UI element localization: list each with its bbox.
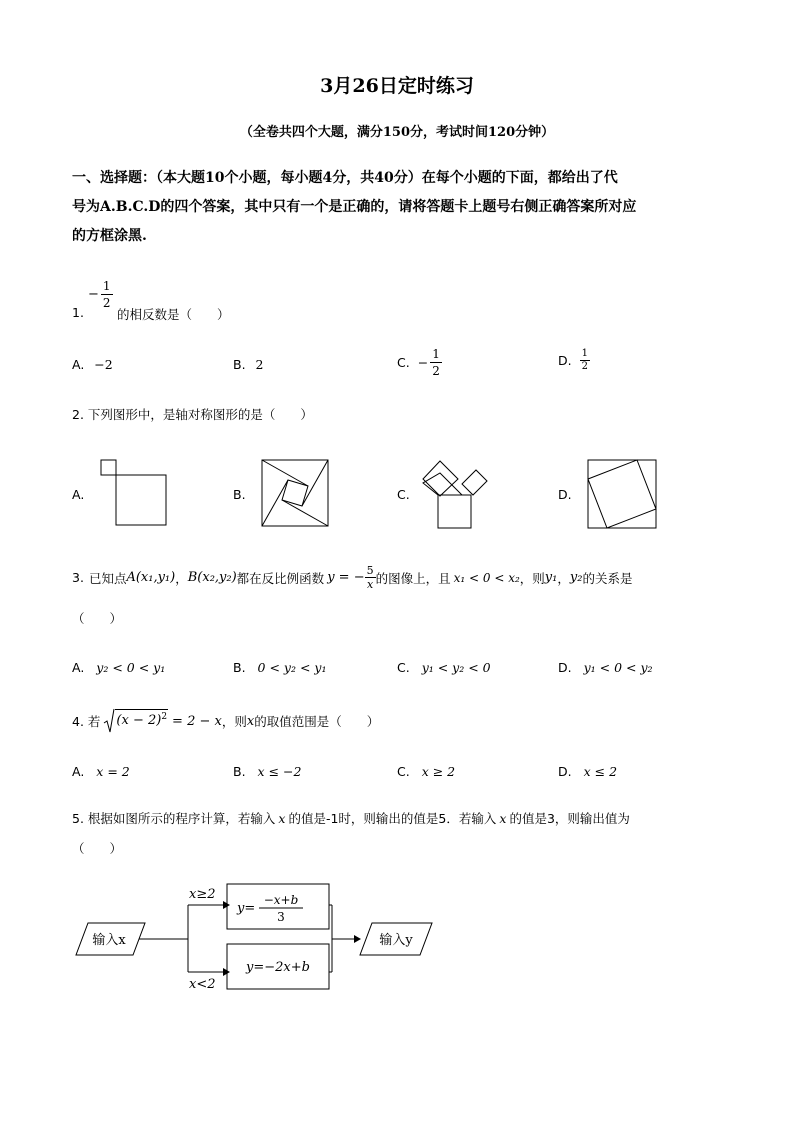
- separator: ，: [175, 570, 188, 586]
- q1-option-b[interactable]: [233, 357, 264, 372]
- question-3-text-6: 的关系是: [582, 570, 633, 586]
- q4-option-a[interactable]: [72, 764, 130, 779]
- left-square-fix: [423, 461, 458, 496]
- question-3-number: 3.: [72, 570, 84, 585]
- radical-sign-icon: [103, 708, 115, 734]
- fraction-denominator: x: [366, 578, 374, 591]
- option-value: x = 2: [96, 764, 130, 779]
- right-square: [462, 470, 487, 495]
- q4-option-c[interactable]: [397, 764, 455, 779]
- fraction-numerator: 1: [581, 348, 588, 359]
- option-letter: B.: [233, 660, 246, 675]
- option-letter: D.: [558, 353, 572, 368]
- question-3-text-3: 的图像上，且: [375, 570, 451, 586]
- base-square: [438, 495, 471, 528]
- x-var: x: [278, 811, 286, 826]
- exam-info: （全卷共四个大题，满分150分，考试时间120分钟）: [239, 125, 555, 140]
- output-label: 输入y: [379, 933, 413, 948]
- fraction-numerator: 1: [432, 347, 440, 361]
- question-5-paren: （ ）: [72, 841, 123, 856]
- y1-var: y₁: [544, 570, 558, 585]
- q1-option-a[interactable]: [72, 357, 113, 372]
- fraction-numerator: 5: [366, 564, 374, 577]
- option-letter: C.: [397, 355, 410, 370]
- condition-top: x≥2: [189, 887, 216, 902]
- question-3-text-2: 都在反比例函数: [236, 570, 325, 586]
- tilted-square: [588, 460, 656, 528]
- question-5-text-3: 的值是3，则输出值为: [509, 811, 630, 826]
- q1-option-c[interactable]: [397, 346, 442, 379]
- pinwheel-line-1: [262, 460, 308, 486]
- section-line-1: 一、选择题：（本大题10个小题，每小题4分，共40分）在每个小题的下面，都给出了代: [72, 170, 618, 186]
- section-line-2: 号为A.B.C.D的四个答案，其中只有一个是正确的，请将答题卡上题号右侧正确答案所对应: [72, 199, 637, 215]
- question-4-text-2: 的取值范围是（ ）: [254, 714, 380, 729]
- question-5-text-1: 5. 根据如图所示的程序计算，若输入: [72, 811, 276, 826]
- fraction-denominator: 2: [581, 361, 588, 372]
- option-value: y₁ < 0 < y₂: [583, 660, 653, 675]
- option-letter: C.: [397, 660, 410, 675]
- option-letter: B.: [233, 357, 246, 372]
- pinwheel-line-4: [262, 480, 288, 526]
- question-1-number: 1.: [72, 305, 84, 320]
- fraction-denominator: 2: [432, 364, 440, 378]
- q3-option-c[interactable]: [397, 660, 491, 675]
- function-lhs: y = −: [327, 570, 365, 585]
- question-4-text-1: ，则: [221, 714, 247, 729]
- top-formula-lhs: y=: [237, 901, 256, 916]
- rhs: = 2 − x: [172, 713, 222, 729]
- question-3-line: [72, 564, 632, 591]
- x-var: x: [246, 713, 255, 729]
- pinwheel-line-2: [302, 460, 328, 506]
- q2-option-d-label[interactable]: D.: [558, 487, 572, 502]
- option-fraction: [430, 346, 442, 379]
- q2-figure-d[interactable]: [585, 457, 659, 531]
- option-value: x ≤ 2: [583, 764, 618, 779]
- x-var: x: [499, 811, 507, 826]
- pinwheel-line-3: [282, 500, 328, 526]
- outer-square: [588, 460, 656, 528]
- option-letter: A.: [72, 357, 85, 372]
- q2-option-a-label[interactable]: A.: [72, 487, 85, 502]
- section-line-3: 的方框涂黑.: [72, 228, 147, 244]
- exponent: 2: [161, 712, 168, 722]
- radicand: (x − 2): [116, 713, 162, 729]
- small-square: [101, 460, 116, 475]
- left-square: [423, 473, 462, 495]
- question-3-text-4: ，则: [519, 570, 545, 586]
- top-formula-denominator: 3: [277, 910, 285, 924]
- arrow-out-head: [354, 935, 361, 943]
- q1-option-d[interactable]: [558, 348, 590, 373]
- q4-option-d[interactable]: [558, 764, 617, 779]
- section-instructions: [72, 164, 636, 251]
- fraction-denominator: 2: [102, 296, 111, 310]
- q3-option-d[interactable]: [558, 660, 653, 675]
- option-letter: D.: [558, 660, 572, 675]
- q2-option-c-label[interactable]: C.: [397, 487, 410, 502]
- question-2-text: 2. 下列图形中，是轴对称图形的是（ ）: [72, 407, 313, 422]
- option-value: x ≥ 2: [421, 764, 456, 779]
- fraction-sign: −: [88, 287, 99, 302]
- question-4-line: [72, 708, 379, 734]
- y2-var: y₂: [569, 570, 583, 585]
- fraction-numerator: 1: [102, 279, 111, 293]
- question-3-text-1: 已知点: [88, 570, 127, 586]
- function-fraction: [365, 564, 376, 591]
- option-value: 2: [255, 357, 264, 372]
- question-4-number: 4. 若: [72, 714, 101, 729]
- input-label: 输入x: [92, 933, 126, 948]
- option-letter: A.: [72, 660, 85, 675]
- program-flowchart: [70, 880, 450, 995]
- option-letter: C.: [397, 764, 410, 779]
- q3-option-b[interactable]: [233, 660, 327, 675]
- question-1-text: 的相反数是（ ）: [117, 307, 230, 322]
- option-value: −2: [94, 357, 113, 372]
- q4-option-b[interactable]: [233, 764, 301, 779]
- question-3-paren: （ ）: [72, 611, 123, 626]
- option-letter: B.: [233, 764, 246, 779]
- outer-square: [262, 460, 328, 526]
- question-1-fraction: [88, 278, 113, 311]
- condition-bottom: x<2: [189, 977, 216, 992]
- page-title: 3月26日定时练习: [320, 75, 474, 97]
- top-formula-numerator: −x+b: [263, 893, 299, 907]
- point-a: A(x₁,y₁): [126, 570, 176, 585]
- q2-option-b-label[interactable]: B.: [233, 487, 246, 502]
- question-5-line: [72, 809, 630, 827]
- option-fraction: [580, 348, 590, 373]
- q2-figure-a[interactable]: [98, 457, 170, 529]
- sqrt-expression: [103, 708, 168, 734]
- option-letter: A.: [72, 764, 85, 779]
- question-3-text-5: ，: [557, 570, 570, 586]
- q3-option-a[interactable]: [72, 660, 165, 675]
- fraction: [101, 278, 113, 311]
- option-value: 0 < y₂ < y₁: [257, 660, 327, 675]
- option-letter: D.: [558, 764, 572, 779]
- option-value: x ≤ −2: [257, 764, 302, 779]
- bottom-formula: y=−2x+b: [246, 960, 310, 975]
- condition: x₁ < 0 < x₂: [453, 570, 520, 585]
- question-5-text-2: 的值是-1时，则输出的值是5．若输入: [288, 811, 497, 826]
- option-sign: −: [417, 355, 429, 370]
- q2-figure-c[interactable]: [418, 453, 493, 533]
- point-b: B(x₂,y₂): [187, 570, 237, 585]
- option-value: y₁ < y₂ < 0: [421, 660, 491, 675]
- q2-figure-b[interactable]: [259, 457, 331, 529]
- option-value: y₂ < 0 < y₁: [96, 660, 166, 675]
- large-square: [116, 475, 166, 525]
